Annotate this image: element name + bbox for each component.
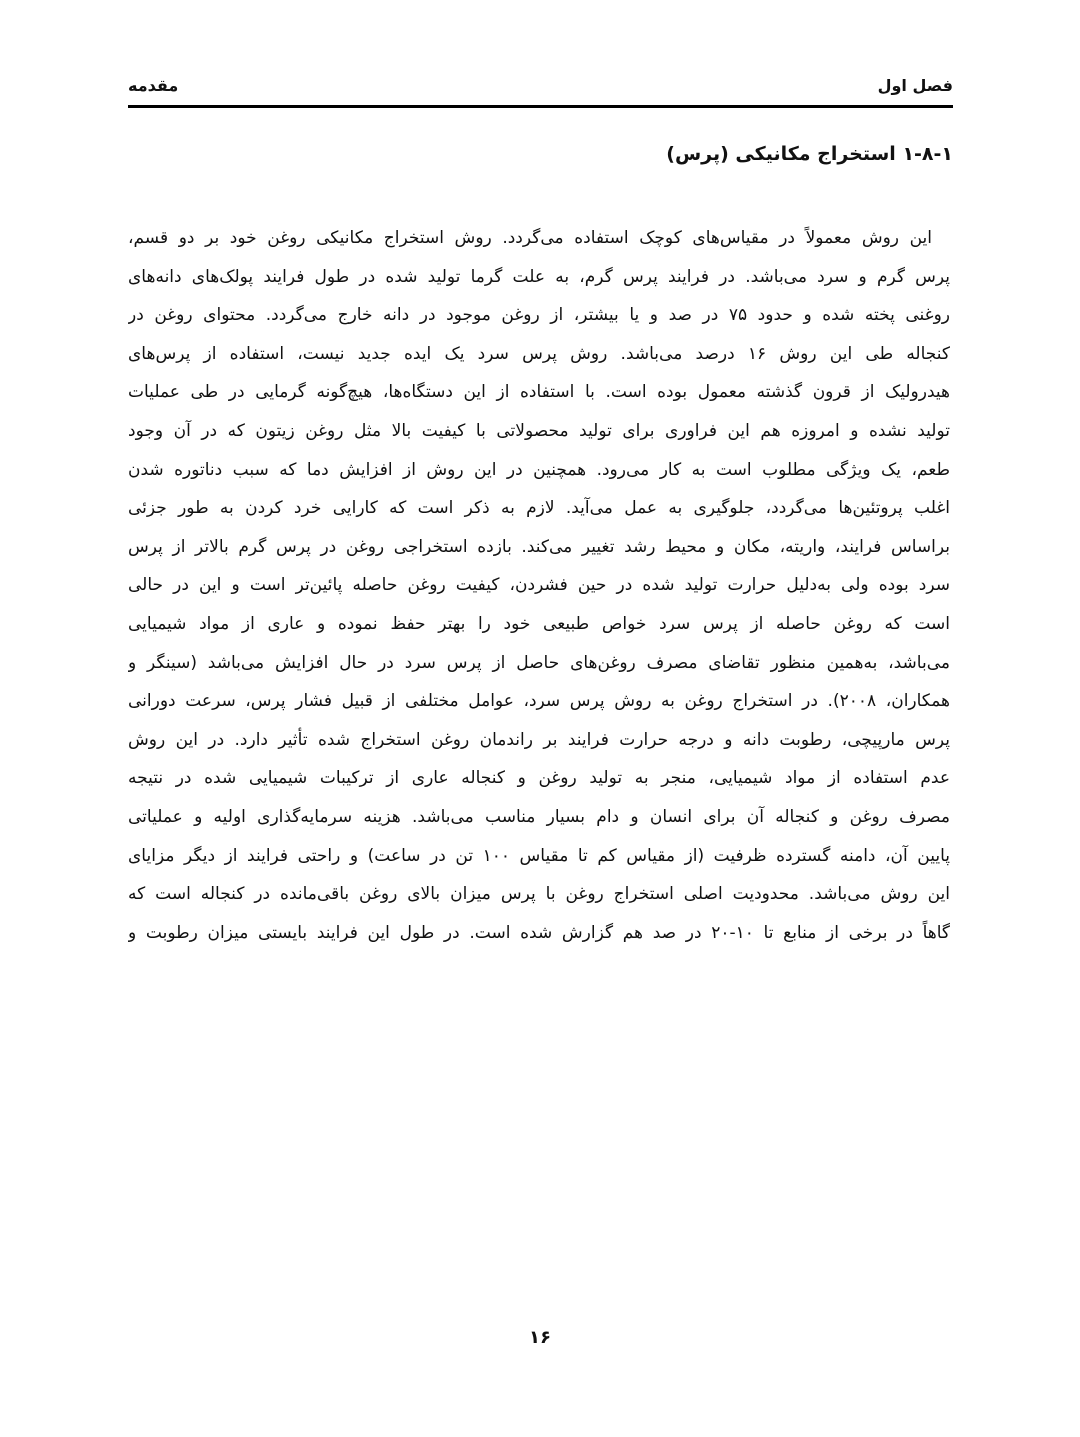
body-paragraph (128, 219, 950, 952)
paragraph-line: عدم استفاده از مواد شیمیایی، منجر به تولید روغن و کنجاله عاری از ترکیبات شیمیایی شده در نتیجه (128, 768, 950, 789)
paragraph-line: این روش می‌باشد. محدودیت اصلی استخراج روغن با پرس میزان بالای روغن باقی‌مانده در کنجاله است که (128, 884, 950, 905)
paragraph-line: کنجاله طی این روش ۱۶ درصد می‌باشد. روش پرس سرد یک ایده جدید نیست، استفاده از پرس‌های (128, 343, 950, 364)
paragraph-line: پرس گرم و سرد می‌باشد. در فرایند پرس گرم، به علت گرما تولید شده در طول فرایند پولک‌های دانه‌های (128, 266, 950, 287)
paragraph-line: گاهاً در برخی از منابع تا ۱۰-۲۰ در صد هم گزارش شده است. در طول این فرایند بایستی میزان رطوبت و (128, 922, 950, 943)
paragraph-line: همکاران، ۲۰۰۸). در استخراج روغن به روش پرس سرد، عوامل مختلفی از قبیل فشار پرس، سرعت دورانی (128, 691, 950, 712)
paragraph-line: هیدرولیک از قرون گذشته معمول بوده است. با استفاده از این دستگاه‌ها، هیچ‌گونه گرمایی در طی عملیات (128, 382, 950, 403)
chapter-label: فصل اول (877, 76, 953, 95)
section-label: مقدمه (128, 76, 179, 95)
paragraph-line: تولید نشده و امروزه هم این فراوری برای تولید محصولاتی با کیفیت بالا مثل روغن زیتون که در آن وجود (128, 420, 950, 441)
paragraph-line: پایین آن، دامنه گسترده ظرفیت (از مقیاس کم تا مقیاس ۱۰۰ تن در ساعت) و راحتی فرایند از دیگر مزایای (128, 845, 950, 866)
paragraph-line: براساس فرایند، واریته، مکان و محیط رشد تغییر می‌کند. بازده استخراجی روغن در پرس گرم بالاتر از پرس (128, 536, 950, 557)
paragraph-line: پرس مارپیچی، رطوبت دانه و درجه حرارت فرایند بر راندمان روغن استخراج شده تأثیر دارد. در این روش (128, 729, 950, 750)
header-divider (128, 105, 953, 108)
paragraph-line: این روش معمولاً در مقیاس‌های کوچک استفاده می‌گردد. روش استخراج مکانیکی روغن خود بر دو قسم، (128, 228, 932, 248)
paragraph-line: اغلب پروتئین‌ها می‌گردد، جلوگیری به عمل می‌آید. لازم به ذکر است که کارایی خرد کردن به طور جزئی (128, 498, 950, 519)
section-heading: ۱-۸-۱ استخراج مکانیکی (پرس) (666, 143, 953, 165)
paragraph-line: طعم، یک ویژگی مطلوب است به کار می‌رود. همچنین در این روش از افزایش دما که سبب دناتوره شدن (128, 459, 950, 480)
paragraph-line: سرد بوده ولی به‌دلیل حرارت تولید شده در حین فشردن، کیفیت روغن حاصله پائین‌تر است و این در حالی (128, 575, 950, 596)
page-header (128, 76, 953, 106)
paragraph-line: می‌باشد، به‌همین منظور تقاضای مصرف روغن‌های حاصل از پرس سرد در حال افزایش می‌باشد (سینگر و (128, 652, 950, 673)
paragraph-line: مصرف روغن و کنجاله آن برای انسان و دام بسیار مناسب می‌باشد. هزینه سرمایه‌گذاری اولیه و عملیاتی (128, 806, 950, 827)
paragraph-line: روغنی پخته شده و حدود ۷۵ در صد و یا بیشتر، از روغن موجود در دانه خارج می‌گردد. محتوای روغن در (128, 305, 950, 326)
page-number: ۱۶ (529, 1327, 551, 1348)
paragraph-line: است که روغن حاصله از پرس سرد خواص طبیعی خود را بهتر حفظ نموده و عاری از مواد شیمیایی (128, 613, 950, 634)
